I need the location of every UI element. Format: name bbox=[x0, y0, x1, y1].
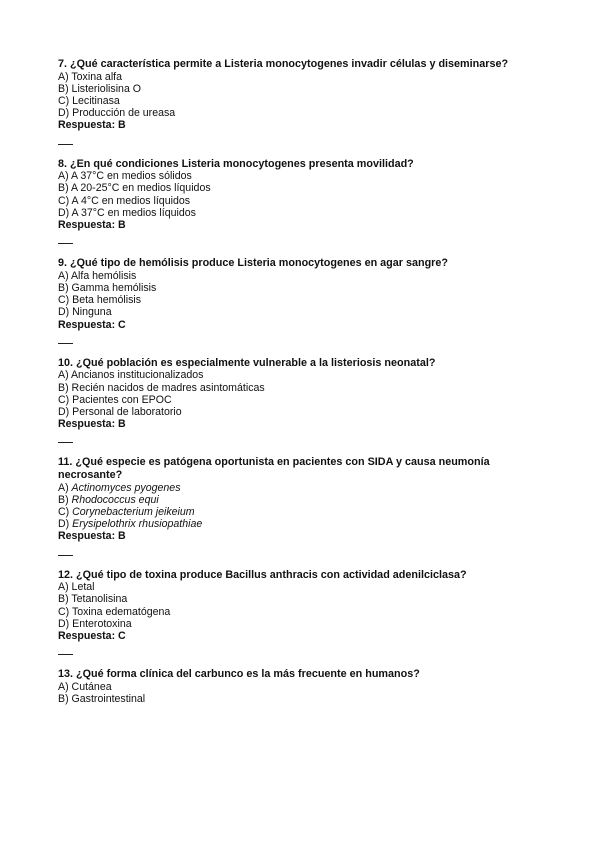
option-text: Listeriolisina O bbox=[71, 82, 142, 95]
option bbox=[58, 294, 538, 306]
option-letter: A) bbox=[58, 70, 72, 83]
option bbox=[58, 306, 538, 318]
option-letter: B) bbox=[58, 82, 72, 95]
option bbox=[58, 506, 538, 518]
option bbox=[58, 107, 538, 119]
question-block bbox=[58, 158, 538, 245]
question-title: 13. ¿Qué forma clínica del carbunco es la más frecuente en humanos? bbox=[58, 668, 420, 681]
option-text: A 4°C en medios líquidos bbox=[71, 194, 191, 207]
option bbox=[58, 693, 538, 705]
question-block bbox=[58, 357, 538, 444]
option-letter: C) bbox=[58, 294, 73, 307]
separator-line bbox=[58, 144, 73, 145]
option-letter: B) bbox=[58, 182, 71, 195]
option-letter: A) bbox=[58, 369, 71, 382]
option-letter: A) bbox=[58, 581, 72, 594]
option-text: Rhodococcus equi bbox=[71, 493, 159, 506]
option-letter: D) bbox=[58, 617, 73, 630]
option-text: Corynebacterium jeikeium bbox=[72, 506, 195, 519]
option-text: Ancianos institucionalizados bbox=[70, 369, 204, 382]
option-letter: C) bbox=[58, 194, 72, 207]
option-text: Ninguna bbox=[72, 306, 112, 319]
option-letter: C) bbox=[58, 506, 73, 519]
option-text: A 37°C en medios líquidos bbox=[71, 206, 196, 219]
option bbox=[58, 606, 538, 618]
option-text: Toxina alfa bbox=[71, 70, 123, 83]
question-block bbox=[58, 58, 538, 145]
document-page bbox=[58, 58, 538, 718]
option-letter: B) bbox=[58, 493, 72, 506]
answer: Respuesta: C bbox=[58, 318, 126, 331]
option bbox=[58, 593, 538, 605]
question-title: 7. ¿Qué característica permite a Listeria monocytogenes invadir células y diseminarse? bbox=[58, 58, 509, 70]
separator-line bbox=[58, 243, 73, 244]
option-letter: A) bbox=[58, 170, 71, 183]
question-block bbox=[58, 668, 538, 705]
option-letter: B) bbox=[58, 282, 72, 295]
option-letter: B) bbox=[58, 381, 72, 394]
option-letter: A) bbox=[58, 269, 71, 282]
option-text: Enterotoxina bbox=[72, 617, 132, 630]
answer: Respuesta: B bbox=[58, 418, 126, 431]
option bbox=[58, 581, 538, 593]
answer: Respuesta: B bbox=[58, 530, 126, 543]
option bbox=[58, 518, 538, 530]
option bbox=[58, 394, 538, 406]
option-text: Tetanolisina bbox=[71, 593, 128, 606]
option bbox=[58, 282, 538, 294]
option-text: A 37°C en medios sólidos bbox=[70, 170, 192, 183]
option-text: A 20-25°C en medios líquidos bbox=[70, 182, 211, 195]
option-letter: D) bbox=[58, 306, 73, 319]
option-letter: C) bbox=[58, 393, 73, 406]
option-text: Actinomyces pyogenes bbox=[71, 481, 181, 494]
option bbox=[58, 182, 538, 194]
separator-line bbox=[58, 555, 73, 556]
question-title: 10. ¿Qué población es especialmente vulnerable a la listeriosis neonatal? bbox=[58, 356, 436, 369]
option-text: Recién nacidos de madres asintomáticas bbox=[71, 381, 265, 394]
option bbox=[58, 270, 538, 282]
question-title: 12. ¿Qué tipo de toxina produce Bacillus anthracis con actividad adenilciclasa? bbox=[58, 568, 467, 581]
option bbox=[58, 482, 538, 494]
option-text: Gamma hemólisis bbox=[71, 282, 157, 295]
option-text: Erysipelothrix rhusiopathiae bbox=[72, 518, 203, 531]
option-letter: D) bbox=[58, 518, 73, 531]
option bbox=[58, 83, 538, 95]
option-text: Alfa hemólisis bbox=[70, 269, 137, 282]
option bbox=[58, 95, 538, 107]
option bbox=[58, 207, 538, 219]
option-letter: B) bbox=[58, 693, 72, 706]
option-letter: D) bbox=[58, 107, 73, 120]
option-letter: B) bbox=[58, 593, 72, 606]
question-title: 8. ¿En qué condiciones Listeria monocytogenes presenta movilidad? bbox=[58, 157, 414, 170]
answer: Respuesta: B bbox=[58, 119, 126, 132]
option-text: Lecitinasa bbox=[72, 95, 120, 107]
separator-line bbox=[58, 654, 73, 655]
option bbox=[58, 170, 538, 182]
option-letter: A) bbox=[58, 481, 72, 494]
question-block bbox=[58, 569, 538, 656]
question-block bbox=[58, 456, 538, 555]
option-text: Producción de ureasa bbox=[72, 107, 176, 120]
separator-line bbox=[58, 442, 73, 443]
option-letter: C) bbox=[58, 605, 72, 618]
option bbox=[58, 681, 538, 693]
option-letter: D) bbox=[58, 406, 73, 419]
question-title: 9. ¿Qué tipo de hemólisis produce Listeria monocytogenes en agar sangre? bbox=[58, 257, 448, 270]
option bbox=[58, 494, 538, 506]
answer: Respuesta: C bbox=[58, 630, 126, 643]
option-letter: C) bbox=[58, 95, 73, 107]
option-text: Gastrointestinal bbox=[71, 693, 146, 706]
option-text: Toxina edematógena bbox=[71, 605, 171, 618]
option-text: Pacientes con EPOC bbox=[72, 393, 172, 406]
separator-line bbox=[58, 343, 73, 344]
option bbox=[58, 71, 538, 83]
option-text: Beta hemólisis bbox=[72, 294, 142, 307]
option bbox=[58, 369, 538, 381]
question-title: 11. ¿Qué especie es patógena oportunista en pacientes con SIDA y causa neumonía necrosante? bbox=[58, 456, 490, 482]
option-text: Personal de laboratorio bbox=[72, 406, 182, 419]
option bbox=[58, 618, 538, 630]
option bbox=[58, 382, 538, 394]
option bbox=[58, 406, 538, 418]
option-letter: D) bbox=[58, 206, 72, 219]
option bbox=[58, 195, 538, 207]
answer: Respuesta: B bbox=[58, 219, 126, 232]
option-letter: A) bbox=[58, 680, 72, 693]
question-block bbox=[58, 257, 538, 344]
option-text: Cutánea bbox=[71, 680, 112, 693]
option-text: Letal bbox=[71, 581, 95, 594]
